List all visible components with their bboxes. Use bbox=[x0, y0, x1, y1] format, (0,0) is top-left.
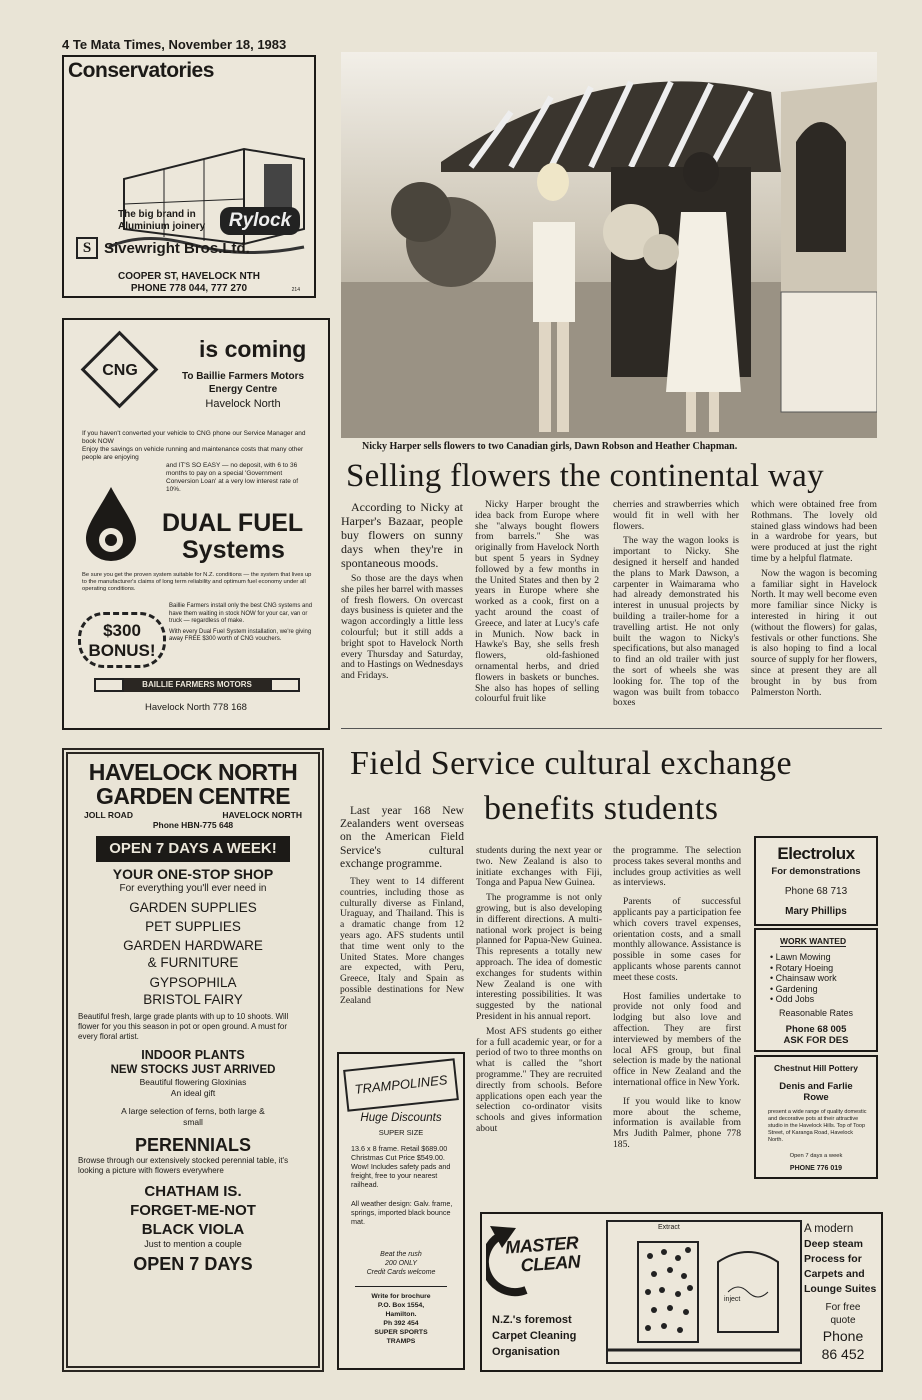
work-item-1: • Rotary Hoeing bbox=[770, 962, 834, 973]
story1-col3: cherries and strawberries which would fit in well with her flowers. The way the wagon looks is important to Nicky. She designed it herself and handed the plans to Mark Dawson, a carpenter in Waimarama who had already demonstrated his interest in unusual projects by building a trailer-home for a travelling artist. He not only built the wagon to Nicky's specifications, but also managed to find an old trailer with just the sort of wheels she was looking for. The top of the wagon was built from tobacco boxes bbox=[613, 499, 739, 709]
cng-ad bbox=[62, 318, 330, 730]
cng-footer: Havelock North 778 168 bbox=[145, 702, 247, 713]
super-size: SUPER SIZE bbox=[378, 1128, 424, 1137]
cng-subhead: To Baillie Farmers Motors Energy Centre Havelock North bbox=[181, 371, 305, 410]
inject-label: inject bbox=[724, 1296, 741, 1303]
story1-col4: which were obtained free from Rothmans. The lovely old stained glass windows had been in a wardrobe for years, but were produced at just the right time by a helpful flatmate. Now the wagon is becoming a familiar sight in Havelock North. It may well become even more familiar since Nicky is interested in hiring it out (without the flowers) for galas, festivals or other functions. She is also hoping to find a local source of supply for her flowers, since at present they are all brought in by bus from Palmerston North. bbox=[751, 499, 877, 698]
electrolux-sub: For demonstrations bbox=[771, 866, 861, 877]
work-item-0: • Lawn Mowing bbox=[770, 952, 831, 962]
electrolux-phone: Phone 68 713 bbox=[784, 886, 848, 897]
trampolines-rule bbox=[355, 1286, 447, 1287]
cng-body-top: If you haven't converted your vehicle to CNG phone our Service Manager and book NOW Enjoy the savings on vehicle running and maintenance costs that many other people are enjoying and IT'S SO EASY — no deposit, with 6 to 36 months to pay on a special 'Government Conversion Loan' at a very low interest rate of 10%. bbox=[82, 430, 306, 493]
work-item-3: • Gardening bbox=[770, 983, 818, 994]
pottery-body: present a wide range of quality domestic and decorative pots at their attractive studio in the Havelock Hills. Top of Toop Street, of Karanga Road, Havelock North. bbox=[768, 1109, 867, 1143]
masterclean-offer: A modern Deep steam Process for Carpets and Lounge Suites For free quote Phone 86 452 bbox=[804, 1223, 877, 1362]
sivewright-logo-icon: S bbox=[76, 237, 98, 259]
story2-headline-line2: benefits students bbox=[484, 790, 719, 827]
fuel-drop-icon bbox=[82, 485, 140, 563]
photo-caption: Nicky Harper sells flowers to two Canadian girls, Dawn Robson and Heather Chapman. bbox=[362, 441, 738, 452]
story2-col1: Last year 168 New Zealanders went overseas on the American Field Service's cultural exchange programme. They went to 14 different countries, including those as culturally diverse as Finland, Uraguay, and Thailand. This is a dramatic change from 12 years ago. AFS students until that time went only to the United States. More changes are expected, with Peru, Greece, Italy and Spain as possible destinations for New Zealand bbox=[340, 805, 464, 1006]
trampolines-body: 13.6 x 8 frame. Retail $689.00 Christmas Cut Price $549.00. Wow! Includes safety pads and freight, free to your nearest railhead. All weather design: Galv. frame, springs, imported black bounce mat. bbox=[351, 1144, 453, 1226]
cng-headline: is coming bbox=[199, 336, 307, 362]
story2-col3: the programme. The selection process takes several months and includes group activities as well as interviews. Parents of successful applicants pay a participation fee which covers travel expenses, orientation costs, and a small monthly allowance. Assistance is possible in some cases for applicants whose parents cannot meet these costs. Host families undertake to provide not only food and lodging but also love and affection. They are first interviewed by members of the local AFS group, but final selection is made by the national office in New Zealand and the international office in New York. If you would like to know more about the scheme, information is available from Mrs Judith Palmer, phone 778 185. bbox=[613, 845, 741, 1150]
cng-logo: CNG bbox=[102, 362, 138, 379]
conservatories-contact: COOPER ST, HAVELOCK NTH PHONE 778 044, 777 270 bbox=[117, 271, 261, 294]
garden-centre-ad bbox=[62, 748, 324, 1372]
section-divider bbox=[341, 728, 882, 729]
masterclean-tagline: N.Z.'s foremost Carpet Cleaning Organisation bbox=[492, 1314, 577, 1358]
conservatories-tagline: The big brand in Aluminium joinery bbox=[118, 209, 206, 232]
pottery-names: Denis and Farlie Rowe bbox=[779, 1081, 853, 1103]
company-name: Sivewright Bros.Ltd. bbox=[104, 240, 250, 257]
work-title: WORK WANTED bbox=[780, 936, 847, 946]
work-wanted-ad bbox=[754, 928, 878, 1052]
bar-left-icon bbox=[94, 678, 124, 692]
dual-fuel-title: DUAL FUEL Systems bbox=[162, 509, 304, 564]
conservatories-ad bbox=[62, 55, 316, 298]
work-contact: Phone 68 005 ASK FOR DES bbox=[783, 1024, 849, 1046]
work-item-4: • Odd Jobs bbox=[770, 994, 815, 1004]
huge-discounts: Huge Discounts bbox=[360, 1112, 442, 1124]
baillie-bar: BAILLIE FARMERS MOTORS bbox=[94, 678, 300, 692]
page-header: 4 Te Mata Times, November 18, 1983 bbox=[62, 37, 287, 52]
road: JOLL ROAD bbox=[84, 810, 133, 820]
bar-right-icon bbox=[270, 678, 300, 692]
pottery-ad bbox=[754, 1055, 878, 1179]
open-banner: OPEN 7 DAYS A WEEK! bbox=[96, 836, 290, 862]
story1-col2: Nicky Harper brought the idea back from Europe where she "always bought flowers from barrels." She was originally from Havelock North but spent 5 years in Sydney followed by a few months in the United States and then by 2 years in Europe where she worked as a cook, first on a yacht around the coast of Greece, and later at Lucy's cafe in Munich. Now back in Hawke's Bay, she sells fresh flowers, old-fashioned ornamental herbs, and dried flowers in baskets or bunches. She also has hopes of selling colourful fruit like bbox=[475, 499, 599, 705]
extract-label: Extract bbox=[658, 1224, 680, 1231]
story1-body bbox=[341, 500, 877, 722]
trampolines-ad bbox=[337, 1052, 465, 1370]
garden-product-list: GARDEN SUPPLIES PET SUPPLIES GARDEN HARDWARE & FURNITURE GYPSOPHILA BRISTOL FAIRY bbox=[123, 900, 263, 1007]
pottery-title: Chestnut Hill Pottery bbox=[773, 1063, 859, 1073]
work-item-2: • Chainsaw work bbox=[770, 973, 837, 983]
electrolux-title: Electrolux bbox=[777, 844, 855, 863]
electrolux-ad bbox=[754, 836, 878, 926]
story2-col2: students during the next year or two. New Zealand is also to initiate exchanges with Fiji, Tonga and Papua New Guinea. The programme is not only growing, but is also developing in different directions. A multi-national work project is being planned for Papua-New Guinea. This represents a totally new approach. The idea of domestic exchanges for students within New Zealand is one with interesting possibilities. It was suggested by the national President in his annual report. Most AFS students go either for a full academic year, or for a period of two to three months on what is called the "short programme." They are recruited directly from schools. Before applications open each year the selection co-ordinator visits schools and gives information about bbox=[476, 845, 602, 1134]
cleaning-illustration bbox=[606, 1220, 802, 1364]
rylock-logo: Rylock bbox=[220, 207, 300, 235]
town: HAVELOCK NORTH bbox=[222, 810, 302, 820]
pottery-phone: PHONE 776 019 bbox=[789, 1165, 843, 1172]
extract-inject-diagram bbox=[608, 1222, 800, 1362]
bonus-badge: $300 BONUS! bbox=[78, 612, 166, 668]
work-rates: Reasonable Rates bbox=[778, 1008, 854, 1018]
cng-body-mid: Be sure you get the proven system suitable for N.Z. conditions — the system that lives up to the manufacturer's claims of long term reliability and optimum fuel economy under all operating conditions. bbox=[82, 572, 312, 592]
pottery-open: Open 7 days a week bbox=[789, 1153, 843, 1159]
cng-body-low: Baillie Farmers install only the best CNG systems and have them waiting in stock NOW for your car, van or truck — regardless of make. With every Dual Fuel System installation, we're giving away FREE $300 worth of CNG vouchers. bbox=[169, 603, 313, 642]
masterclean-logo: MASTER CLEAN bbox=[504, 1232, 581, 1276]
photo-illustration bbox=[341, 52, 877, 438]
trampolines-offer: Beat the rush 200 ONLY Credit Cards welcome bbox=[366, 1251, 436, 1276]
trampolines-title: TRAMPOLINES bbox=[343, 1058, 459, 1111]
electrolux-name: Mary Phillips bbox=[785, 906, 847, 917]
garden-centre-content: HAVELOCK NORTH GARDEN CENTRE JOLL ROAD HAVELOCK NORTH Phone HBN-775 648 OPEN 7 DAYS A WEEK! YOUR ONE-STOP SHOP For everything you'll ever need in GARDEN SUPPLIES PET SUPPLIES GARDEN HARDWARE & FURNITURE GYPSOPHILA BRISTOL FAIRY Beautiful fresh, large grade plants with up to 10 shoots. Will flower for you this season in pot or open ground. A must for every floral artist. INDOOR PLANTS NEW STOCKS JUST ARRIVED Beautiful flowering Gloxinias An ideal gift A large selection of ferns, both large & small PERENNIALS Browse through our extensively stocked perennial table, it's looking a picture with flowers everywhere CHATHAM IS. FORGET-ME-NOT BLACK VIOLA Just to mention a couple OPEN 7 DAYS bbox=[78, 760, 308, 1276]
story2-headline-line1: Field Service cultural exchange bbox=[350, 745, 792, 782]
story1-col1: According to Nicky at Harper's Bazaar, people buy flowers on sunny days when they're in spontaneous moods. So those are the days when she piles her barrel with masses of fresh flowers. On overcast days business is quieter and the wagon accordingly a little less colourful; but it still adds a bright spot to Havelock North every Thursday and Saturday, and to Hastings on Wednesdays and Fridays. bbox=[341, 500, 463, 682]
masterclean-ad bbox=[480, 1212, 883, 1372]
story1-headline: Selling flowers the continental way bbox=[346, 458, 824, 494]
trampolines-contact: Write for brochure P.O. Box 1554, Hamilton. Ph 392 454 SUPER SPORTS TRAMPS bbox=[371, 1293, 431, 1345]
work-list bbox=[770, 952, 837, 1005]
ad-code: 214 bbox=[291, 287, 300, 293]
conservatories-title: Conservatories bbox=[68, 59, 214, 82]
flower-wagon-photo bbox=[341, 52, 877, 438]
